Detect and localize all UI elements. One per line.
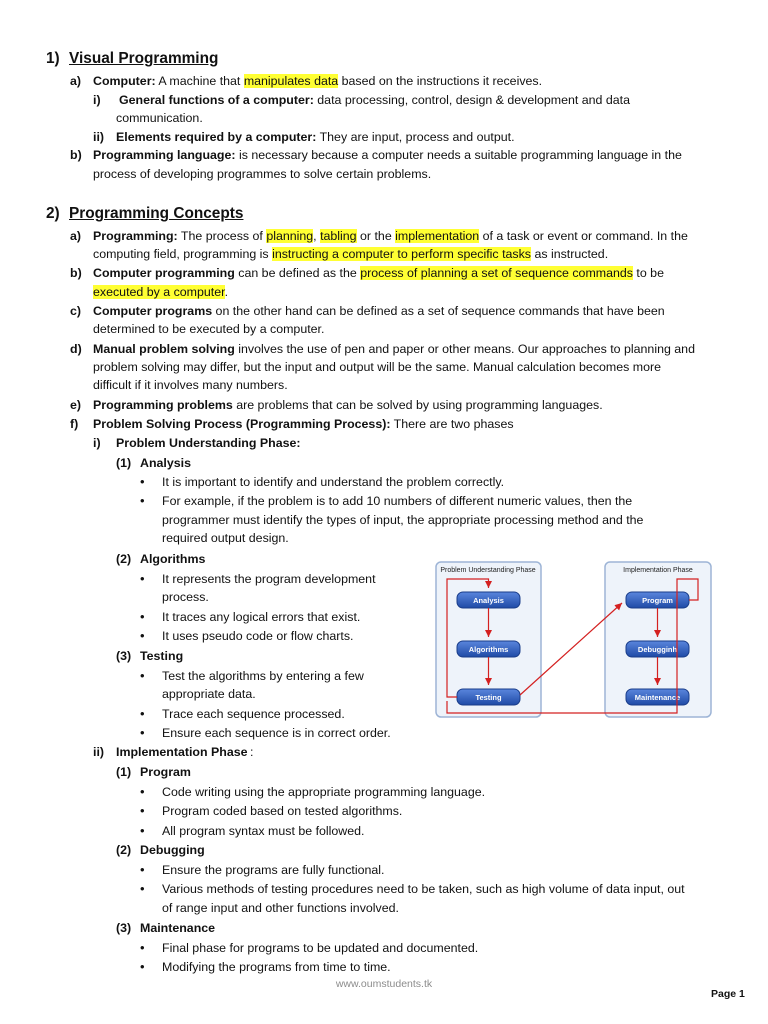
bullet-item: • Various methods of testing procedures need to be taken, such as high volume of data input, out	[162, 880, 685, 898]
manual-problem-solving-cont: difficult if it involves many numbers.	[93, 378, 288, 392]
bullet-item: • Code writing using the appropriate programming language.	[162, 783, 485, 801]
page-number: Page 1	[711, 988, 745, 1000]
bullet-item: • Program coded based on tested algorithms.	[162, 802, 402, 820]
item-label: b)	[70, 148, 82, 162]
left-panel-title: Problem Understanding Phase	[440, 567, 536, 574]
node-algorithms	[457, 641, 520, 657]
node-testing	[457, 689, 520, 705]
item-label: f)	[70, 417, 79, 431]
step-number: (3)	[116, 649, 132, 663]
bullet-item: • Final phase for programs to be updated and documented.	[162, 939, 478, 957]
item-label: i)	[93, 436, 101, 450]
item-label: ii)	[93, 745, 105, 759]
programming-language-cont: process of developing programmes to solve certain problems.	[93, 167, 432, 181]
phase-title: Problem Understanding Phase:	[116, 436, 301, 450]
section-number: 1)	[46, 50, 60, 67]
node-debugging	[626, 641, 689, 657]
node-analysis	[457, 592, 520, 608]
step-number: (1)	[116, 456, 132, 470]
item-label: ii)	[93, 130, 105, 144]
manual-problem-solving-cont: problem solving may differ, but the input and output will be the same. Manual calculation becomes more	[93, 360, 661, 374]
node-program	[626, 592, 689, 608]
right-panel-title: Implementation Phase	[623, 567, 693, 574]
svg-text:Analysis: Analysis	[473, 596, 504, 605]
bullet-item: • It represents the program development	[162, 570, 376, 588]
bullet-item: • Trace each sequence processed.	[162, 705, 345, 723]
computer-programs-cont: determined to be executed by a computer.	[93, 322, 325, 336]
bullet-cont: required output design.	[162, 531, 289, 545]
svg-text:Algorithms: Algorithms	[468, 645, 509, 654]
section-2-heading	[46, 205, 243, 223]
general-functions: General functions of a computer: data processing, control, design & development and data	[119, 93, 631, 107]
programming-language: Programming language: is necessary because a computer needs a suitable programming language in the	[93, 148, 682, 162]
svg-text:Maintenance: Maintenance	[634, 693, 681, 702]
manual-problem-solving: Manual problem solving involves the use of pen and paper or other means. Our approaches to planning and	[93, 342, 695, 356]
bullet-item: • It is important to identify and understand the problem correctly.	[162, 473, 504, 491]
item-label: a)	[70, 74, 82, 88]
computer-definition: Computer: A machine that manipulates data based on the instructions it receives.	[93, 74, 543, 88]
item-label: c)	[70, 304, 82, 318]
item-label: b)	[70, 266, 82, 280]
section-number: 2)	[46, 205, 60, 222]
bullet-item: • Ensure each sequence is in correct order.	[162, 724, 391, 742]
item-label: e)	[70, 398, 82, 412]
computer-programming-cont: executed by a computer.	[93, 285, 229, 299]
step-title: Algorithms	[140, 552, 206, 566]
step-number: (3)	[116, 921, 132, 935]
programming-definition-cont: computing field, programming is instructing a computer to perform specific tasks as instructed.	[93, 247, 609, 261]
section-title: Visual Programming	[69, 50, 219, 67]
elements-required: Elements required by a computer: They are input, process and output.	[116, 130, 515, 144]
step-title: Maintenance	[140, 921, 216, 935]
section-1-heading	[46, 50, 218, 68]
bullet-item: • It traces any logical errors that exist.	[162, 608, 360, 626]
bullet-item: • It uses pseudo code or flow charts.	[162, 627, 353, 645]
programming-definition: Programming: The process of planning, tabling or the implementation of a task or event or command. In the	[93, 229, 688, 243]
item-label: i)	[93, 93, 101, 107]
bullet-item: • All program syntax must be followed.	[162, 822, 364, 840]
step-number: (2)	[116, 843, 132, 857]
step-title: Testing	[140, 649, 184, 663]
step-title: Analysis	[140, 456, 191, 470]
bullet-cont: appropriate data.	[162, 687, 256, 701]
section-title: Programming Concepts	[69, 205, 244, 222]
bullet-item: • Modifying the programs from time to time.	[162, 958, 391, 976]
computer-programs: Computer programs on the other hand can be defined as a set of sequence commands that have been	[93, 304, 665, 318]
bullet-cont: process.	[162, 590, 209, 604]
svg-text:Program: Program	[642, 596, 673, 605]
bullet-item: • For example, if the problem is to add 10 numbers of different numeric values, then the	[162, 492, 632, 510]
bullet-cont: programmer must identify the types of input, the appropriate processing method and the	[162, 513, 644, 527]
general-functions-cont: communication.	[116, 111, 203, 125]
footer-site: www.oumstudents.tk	[335, 978, 433, 990]
svg-text:Testing: Testing	[475, 693, 502, 702]
computer-programming: Computer programming can be defined as the process of planning a set of sequence commands to be	[93, 266, 664, 280]
svg-text:Debugginh: Debugginh	[637, 645, 678, 654]
node-maintenance	[626, 689, 689, 705]
bullet-cont: of range input and other functions involved.	[162, 901, 399, 915]
step-title: Debugging	[140, 843, 205, 857]
programming-problems: Programming problems are problems that can be solved by using programming languages.	[93, 398, 603, 412]
step-number: (2)	[116, 552, 132, 566]
bullet-item: • Ensure the programs are fully functional.	[162, 861, 384, 879]
process-diagram	[433, 561, 715, 721]
step-title: Program	[140, 765, 191, 779]
bullet-item: • Test the algorithms by entering a few	[162, 667, 364, 685]
item-label: a)	[70, 229, 82, 243]
step-number: (1)	[116, 765, 132, 779]
item-label: d)	[70, 342, 82, 356]
problem-solving-process: Problem Solving Process (Programming Process): There are two phases	[93, 417, 514, 431]
colon: :	[250, 745, 254, 759]
phase-title: Implementation Phase	[116, 745, 248, 759]
